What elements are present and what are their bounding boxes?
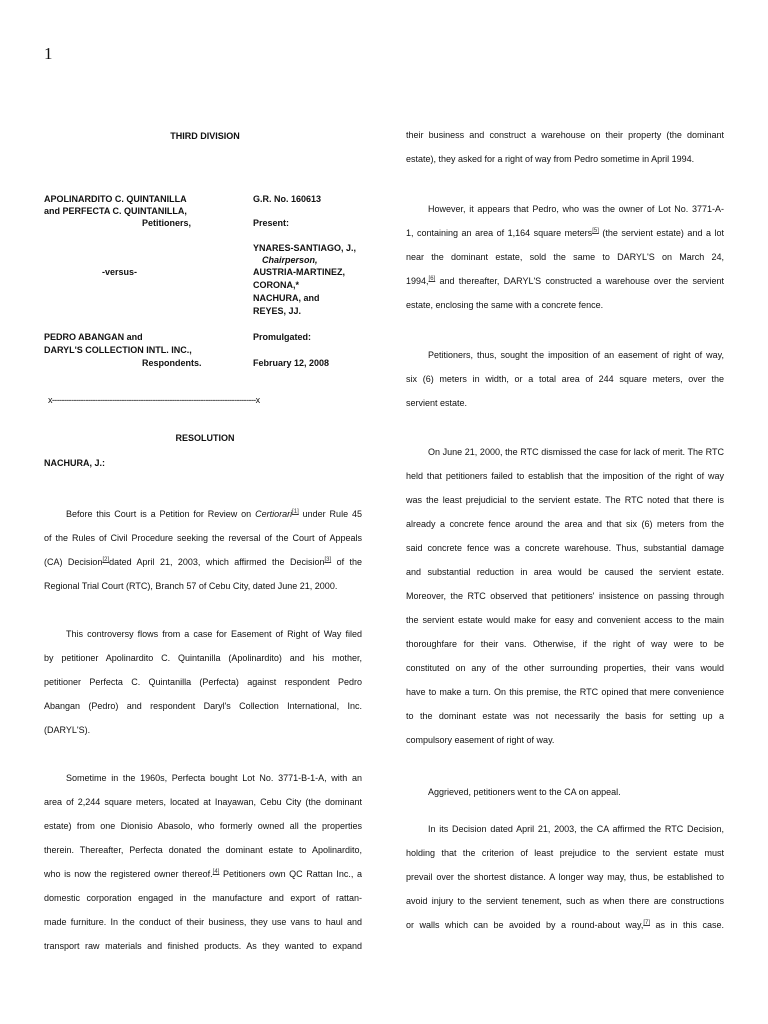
caption-separator: x-------------------------------------------------------------------------------------x xyxy=(48,395,260,405)
footnote-ref-2[interactable]: [2] xyxy=(102,557,110,563)
author-line: NACHURA, J.: xyxy=(44,458,106,468)
division-heading: THIRD DIVISION xyxy=(170,131,240,141)
right-paragraph-1: their business and construct a warehouse on their property (the dominant estate), they asked for a right of way from Pedro sometime in April 1994. xyxy=(406,130,724,164)
footnote-ref-5[interactable]: [5] xyxy=(592,228,599,234)
justice-5: REYES, JJ. xyxy=(253,306,302,316)
right-paragraph-2: However, it appears that Pedro, who was the owner of Lot No. 3771-A- 1, containing an area of 1,164 square meters[5] (the servient estate) and a lot near the dominant estate, sold the same to DARYL'S on March 24, 1994,[6] and thereafter, DARYL'S constructed a warehouse over the servient estate, enclosing the same with a concrete fence. xyxy=(406,204,724,310)
left-paragraph-3: Sometime in the 1960s, Perfecta bought Lot No. 3771-B-1-A, with an area of 2,244 square meters, located at Inayawan, Cebu City (the dominant estate) from one Dionisio Abasolo, who formerly owned all the properties therein. Thereafter, Perfecta donated the dominant estate to Apolinardito, who is now the registered owner thereof.[4] Petitioners own QC Rattan Inc., a domestic corporation engaged in the manufacture and export of rattan- made furniture. In the conduct of their business, they use vans to haul and transport raw materials and finished products. As they wanted to expand xyxy=(44,773,362,951)
right-paragraph-4: On June 21, 2000, the RTC dismissed the case for lack of merit. The RTC held that petitioners failed to establish that the imposition of the right of way was the least prejudicial to the servient estate. The RTC noted that there is already a concrete fence around the area and that six (6) meters from the said concrete fence was a concrete warehouse. Thus, substantial damage and substantial reduction in area would be caused the servient estate. Moreover, the RTC observed that petitioners' insistence on passing through the servient estate would make for easy and convenient access to the main thoroughfare for their vans. Otherwise, if the right of way were to be constituted on any of the other surrounding properties, their vans would have to make a turn. On this premise, the RTC opined that mere convenience to the dominant estate was not necessarily the basis for setting up a compulsory easement of right of way. xyxy=(406,447,724,745)
footnote-ref-4[interactable]: [4] xyxy=(212,869,220,875)
right-paragraph-6: In its Decision dated April 21, 2003, the CA affirmed the RTC Decision, holding that the criterion of least prejudice to the servient estate must prevail over the shortest distance. A longer way may, thus, be established to avoid injury to the servient tenement, such as when there are constructions or walls which can be avoided by a round-about way,[7] as in this case. xyxy=(406,824,724,930)
petitioners-label: Petitioners, xyxy=(142,218,192,228)
respondents-name-2: DARYL'S COLLECTION INTL. INC., xyxy=(44,345,192,355)
left-paragraph-1: Before this Court is a Petition for Review on Certiorari[1] under Rule 45 of the Rules of Civil Procedure seeking the reversal of the Court of Appeals (CA) Decision[2]dated April 21, 2003, which affirmed the Decision[3] of the Regional Trial Court (RTC), Branch 57 of Cebu City, dated June 21, 2000. xyxy=(44,509,362,591)
petitioners-name-2: and PERFECTA C. QUINTANILLA, xyxy=(44,206,187,216)
page-number: 1 xyxy=(44,44,53,63)
promulgated-label: Promulgated: xyxy=(253,332,312,342)
justice-2: AUSTRIA-MARTINEZ, xyxy=(253,267,345,277)
justice-4: NACHURA, and xyxy=(253,293,320,303)
footnote-ref-7[interactable]: [7] xyxy=(643,920,650,926)
justice-3: CORONA,* xyxy=(253,280,300,290)
respondents-name-1: PEDRO ABANGAN and xyxy=(44,332,143,342)
footnote-ref-1[interactable]: [1] xyxy=(292,509,299,515)
resolution-title: RESOLUTION xyxy=(175,433,235,443)
present-label: Present: xyxy=(253,218,290,228)
petitioners-name-1: APOLINARDITO C. QUINTANILLA xyxy=(44,194,187,204)
versus-label: -versus- xyxy=(102,267,138,277)
footnote-ref-6[interactable]: [6] xyxy=(428,276,436,282)
right-paragraph-5: Aggrieved, petitioners went to the CA on appeal. xyxy=(428,787,621,797)
justice-1: YNARES-SANTIAGO, J., xyxy=(253,243,357,253)
respondents-label: Respondents. xyxy=(142,358,202,368)
gr-number: G.R. No. 160613 xyxy=(253,194,322,204)
left-paragraph-2: This controversy flows from a case for Easement of Right of Way filed by petitioner Apolinardito C. Quintanilla (Apolinardito) and his mother, petitioner Perfecta C. Quintanilla (Perfecta) against respondent Pedro Abangan (Pedro) and respondent Daryl's Collection International, Inc. (DARYL'S). xyxy=(44,629,362,735)
right-paragraph-3: Petitioners, thus, sought the imposition of an easement of right of way, six (6) meters in width, or a total area of 244 square meters, over the servient estate. xyxy=(406,350,724,408)
footnote-ref-3[interactable]: [3] xyxy=(324,557,332,563)
promulgation-date: February 12, 2008 xyxy=(253,358,330,368)
justice-1-role: Chairperson, xyxy=(262,255,318,265)
